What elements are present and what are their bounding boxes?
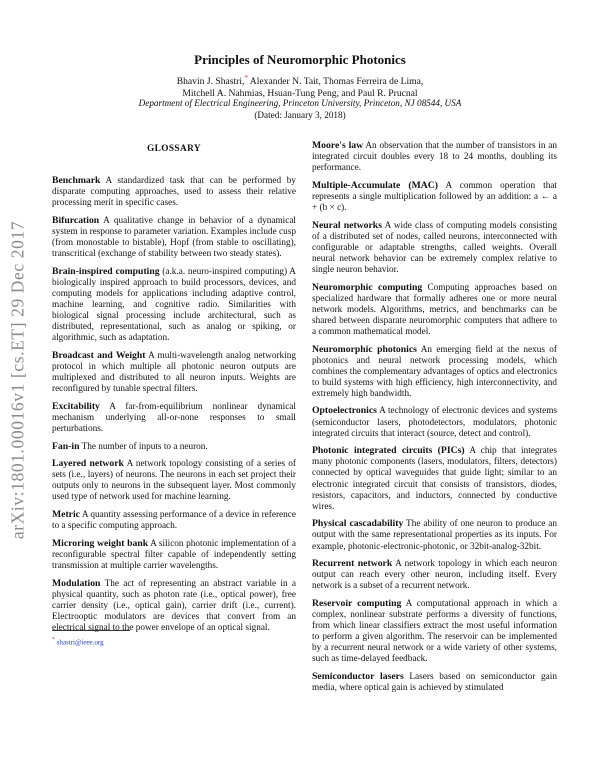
glossary-definition: The ability of one neuron to produce an output with the same representational properties as its inputs. For example, photonic-electronic-photonic, or 32bit-analog-32bit. (312, 519, 557, 552)
right-column (312, 140, 557, 700)
glossary-definition: A multi-wavelength analog networking protocol in which multiple all photonic neuron outputs are multiplexed and distributed to all neuron inputs. Weights are reconfigured by tunable spectral filters. (52, 350, 296, 395)
authors-line2: Mitchell A. Nahmias, Hsuan-Tung Peng, and Paul R. Prucnal (182, 88, 418, 100)
glossary-entry (52, 578, 296, 634)
glossary-term: Metric (52, 509, 80, 521)
glossary-definition: A qualitative change in behavior of a dynamical system in response to parameter variation. Examples include cusp (from monostable to bistable), Hopf (from stable to oscillating), transcritical (exchange of stability between two steady states). (52, 215, 296, 260)
arxiv-identifier-stamp (4, 190, 32, 570)
glossary-definition: An emerging field at the nexus of photonics and neural network processing models, which combines the complementary advantages of optics and electronics to build systems with high efficiency, high interconnectivity, and extremely high bandwidth. (312, 344, 557, 399)
glossary-entry (312, 220, 557, 276)
glossary-entry (312, 671, 557, 694)
glossary-definition: A wide class of computing models consisting of a distributed set of nodes, called neurons, interconnected with configurable or adaptable strengths, called weights. Overall neural network behavior can be extremely complex relative to single neuron behavior. (312, 220, 557, 275)
glossary-term: Recurrent network (312, 558, 393, 570)
glossary-definition: A network topology consisting of a series of sets (i.e., layers) of neurons. The neurons in each set project their outputs only to neurons in the subsequent layer. Most commonly used type of network used for machine learning. (52, 459, 297, 503)
glossary-entry (52, 266, 296, 345)
corresponding-author-mark[interactable]: * (244, 74, 248, 82)
glossary-definition: A technology of electronic devices and systems (semiconductor lasers, photodetectors, modulators, photonic integrated circuits that interact (source, detect and control). (312, 406, 557, 439)
glossary-entry (312, 445, 557, 513)
glossary-term: Bifurcation (52, 214, 100, 226)
glossary-entry (52, 175, 296, 209)
glossary-entry (312, 180, 557, 214)
glossary-entry (52, 538, 296, 572)
glossary-definition: A far-from-equilibrium nonlinear dynamical mechanism underlying all-or-none responses to small perturbations. (52, 401, 296, 434)
glossary-entry (312, 558, 557, 592)
glossary-definition: The number of inputs to a neuron. (79, 441, 208, 452)
glossary-entry (312, 344, 557, 400)
glossary-definition: A silicon photonic implementation of a reconfigurable spectral filter capable of independently setting transmission at multiple carrier wavelengths. (52, 538, 296, 571)
glossary-term: Multiple-Accumulate (MAC) (312, 179, 438, 191)
glossary-entry (52, 350, 296, 395)
glossary-entry (52, 458, 296, 503)
glossary-entry (312, 518, 557, 552)
paper-title: Principles of Neuromorphic Photonics (194, 52, 406, 67)
glossary-term: Fan-in (52, 440, 80, 452)
glossary-term: Physical cascadability (312, 518, 404, 530)
glossary-entry (52, 401, 296, 435)
glossary-term: Neuromorphic computing (312, 281, 423, 293)
glossary-term: Optoelectronics (312, 405, 377, 417)
glossary-definition: Computing approaches based on specialized hardware that formally adheres one or more neural network models. Algorithms, metrics, and benchmarks can be shared between disparate neuromorphic computers that adhere to a common mathematical model. (312, 282, 557, 337)
glossary-term: Benchmark (52, 175, 101, 187)
date-line: (Dated: January 3, 2018) (254, 110, 346, 120)
glossary-term: Reservoir computing (312, 597, 402, 609)
glossary-definition: A computational approach in which a complex, nonlinear substrate performs a diversity of functions, from which linear classifiers extract the most useful information to perform a given algorithm. The reservoir can be implemented by a recurrent neural network or a wide variety of other systems, such as time-delayed feedback. (312, 598, 557, 665)
glossary-term: Neuromorphic photonics (312, 343, 417, 355)
footnote-rule (52, 630, 130, 631)
arxiv-stamp-text: arXiv:1801.00016v1 [cs.ET] 29 Dec 2017 (7, 220, 28, 540)
glossary-term: Neural networks (312, 219, 382, 231)
glossary-entry (312, 598, 557, 666)
glossary-heading: GLOSSARY (146, 144, 202, 154)
glossary-definition: A chip that integrates many photonic components (lasers, modulators, filters, detectors) connected by optical waveguides that guide light; similar to an electronic integrated circuit that consists of transistors, diodes, resistors, capacitors, and inductors, connected by conductive wires. (312, 446, 557, 512)
glossary-definition: A common operation that represents a single multiplication followed by an addition: a ← a + (b × c). (312, 180, 557, 213)
glossary-definition: A quantity assessing performance of a device in reference to a specific computing approach. (52, 510, 296, 532)
glossary-term: Broadcast and Weight (52, 349, 146, 361)
glossary-definition: (a.k.a. neuro-inspired computing) A biologically inspired approach to build processors, devices, and computing models for applications including adaptive control, machine learning, and cognitive radio. Similarities with biological signal processing include architectural, such as distributed, representational, such as analog or spiking, or algorithmic, such as adaptation. (52, 266, 296, 344)
left-column (52, 140, 296, 639)
glossary-term: Layered network (52, 458, 124, 470)
glossary-entry (312, 140, 557, 174)
glossary-term: Brain-inspired computing (52, 265, 160, 277)
authors-line1-a: Bhavin J. Shastri, (176, 76, 245, 88)
glossary-definition: A standardized task that can be performed by disparate computing approaches, used to assess their relative processing merit in specific cases. (52, 176, 296, 209)
glossary-term: Microring weight bank (52, 537, 149, 549)
glossary-entry (52, 441, 296, 453)
affiliation: Department of Electrical Engineering, Princeton University, Princeton, NJ 08544, USA (138, 98, 462, 108)
footnote (52, 630, 296, 646)
glossary-term: Modulation (52, 577, 101, 589)
glossary-term: Semiconductor lasers (312, 670, 404, 682)
glossary-entry (52, 215, 296, 260)
author-email-link[interactable]: shastri@ieee.org (56, 638, 104, 647)
glossary-definition: A network topology in which each neuron output can reach every other neuron, including itself. Every network is a subset of a recurrent network. (312, 559, 557, 592)
glossary-entry (312, 405, 557, 439)
glossary-term: Excitability (52, 400, 100, 412)
glossary-entry (52, 509, 296, 532)
glossary-term: Moore's law (312, 140, 364, 151)
glossary-term: Photonic integrated circuits (PICs) (312, 445, 465, 457)
authors-line1-b: Alexander N. Tait, Thomas Ferreira de Lima, (247, 76, 424, 88)
glossary-definition: The act of representing an abstract variable in a physical quantity, such as photon rate (i.e., optical power), free carrier density (i.e., optical gain), carrier drift (i.e., current). Electrooptic modulators are devices that convert from an electrical signal to the power envelope of an optical signal. (52, 578, 296, 633)
glossary-entry (312, 282, 557, 338)
author-list (0, 72, 600, 100)
glossary-definition: An observation that the number of transistors in an integrated circuit doubles every 18 to 24 months, doubling its performance. (312, 141, 557, 174)
footnote-mark: * (52, 637, 55, 643)
glossary-definition: Lasers based on semiconductor gain media, where optical gain is achieved by stimulated (312, 671, 557, 694)
